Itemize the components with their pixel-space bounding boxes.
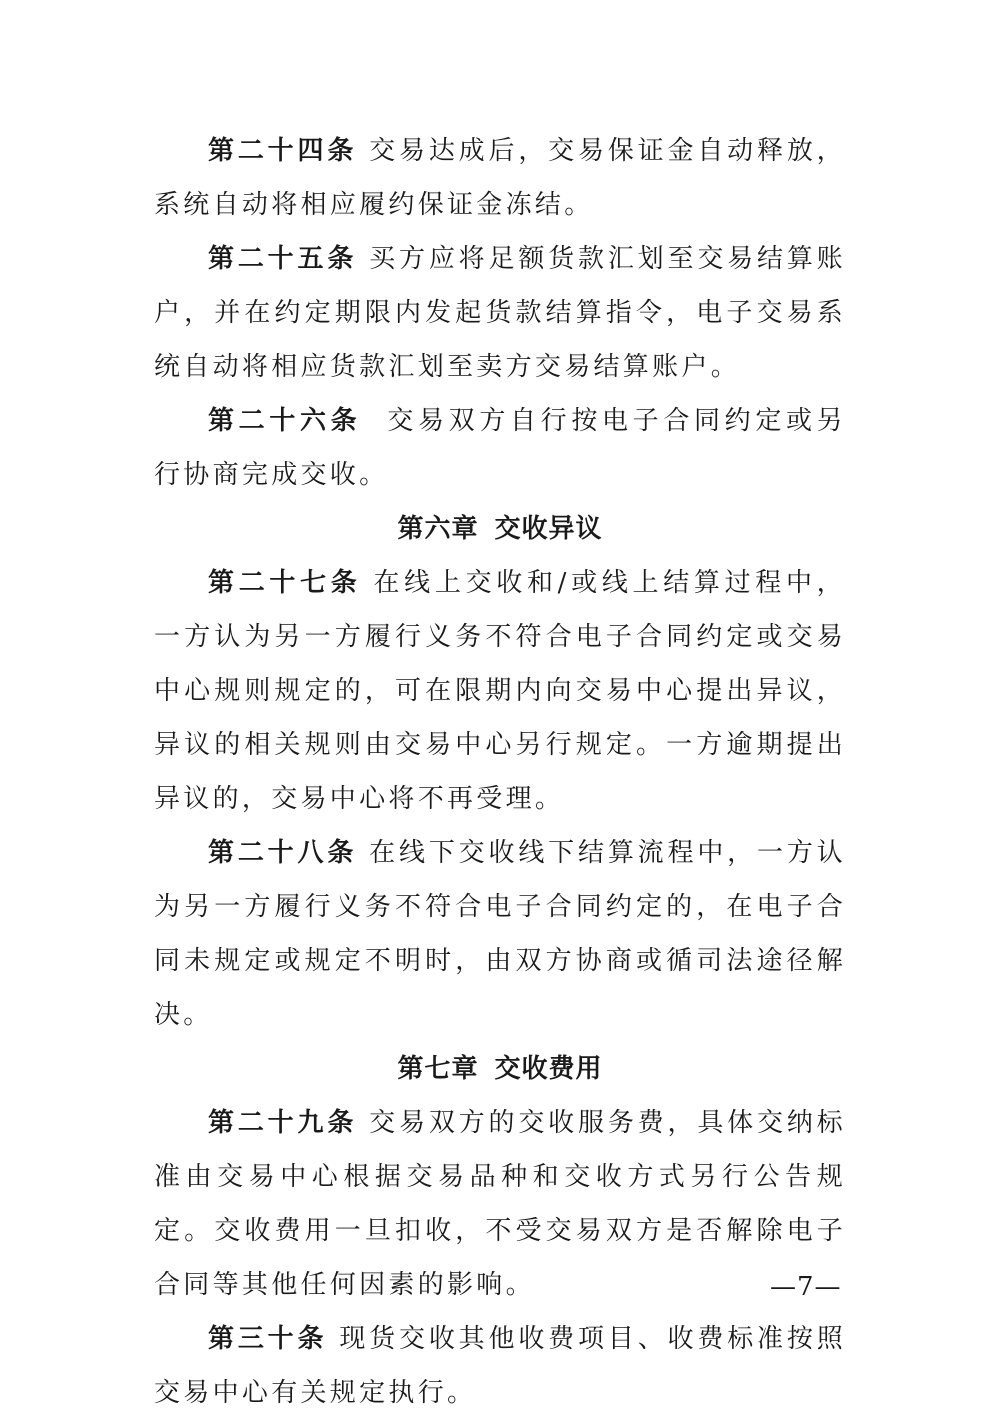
article-text: 在线下交收线下结算流程中，一方认为另一方履行义务不符合电子合同约定的，在电子合同未规定或规定不明时，由双方协商或循司法途径解决。 xyxy=(154,838,846,1030)
page-number: —7— xyxy=(770,1272,842,1302)
chapter-title: 交收费用 xyxy=(494,1054,603,1084)
chapter-heading-7 xyxy=(154,1042,846,1096)
article-number: 第二十七条 xyxy=(208,568,362,598)
article-24 xyxy=(154,124,846,232)
article-number: 第三十条 xyxy=(208,1324,328,1354)
article-text: 交易达成后，交易保证金自动释放，系统自动将相应履约保证金冻结。 xyxy=(154,136,846,220)
article-number: 第二十四条 xyxy=(208,136,358,166)
article-29 xyxy=(154,1096,846,1312)
article-25 xyxy=(154,232,846,394)
chapter-number: 第六章 xyxy=(397,514,479,544)
chapter-number: 第七章 xyxy=(397,1054,479,1084)
article-number: 第二十八条 xyxy=(208,838,358,868)
article-28 xyxy=(154,826,846,1042)
article-text: 交易双方自行按电子合同约定或另行协商完成交收。 xyxy=(154,406,846,490)
chapter-heading-6 xyxy=(154,502,846,556)
article-text: 交易双方的交收服务费，具体交纳标准由交易中心根据交易品种和交收方式另行公告规定。交收费用一旦扣收，不受交易双方是否解除电子合同等其他任何因素的影响。 xyxy=(154,1108,846,1300)
article-text: 买方应将足额货款汇划至交易结算账户，并在约定期限内发起货款结算指令，电子交易系统自动将相应货款汇划至卖方交易结算账户。 xyxy=(154,244,846,382)
article-number: 第二十五条 xyxy=(208,244,358,274)
article-number: 第二十九条 xyxy=(208,1108,358,1138)
document-body xyxy=(154,124,846,1420)
chapter-title: 交收异议 xyxy=(494,514,603,544)
article-text: 现货交收其他收费项目、收费标准按照交易中心有关规定执行。 xyxy=(154,1324,846,1408)
article-26 xyxy=(154,394,846,502)
article-27 xyxy=(154,556,846,826)
article-number: 第二十六条 xyxy=(208,406,362,436)
article-30 xyxy=(154,1312,846,1420)
article-text: 在线上交收和/或线上结算过程中，一方认为另一方履行义务不符合电子合同约定或交易中心规则规定的，可在限期内向交易中心提出异议，异议的相关规则由交易中心另行规定。一方逾期提出异议的，交易中心将不再受理。 xyxy=(154,568,846,814)
